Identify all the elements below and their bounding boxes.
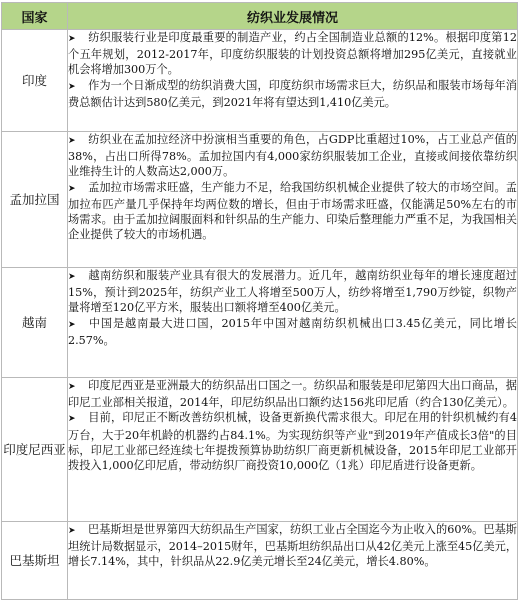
paragraph-text: 中国是越南最大进口国，2015年中国对越南纺织机械出口3.45亿美元，同比增长2.57%。 (68, 316, 517, 347)
paragraph-text: 作为一个日渐成型的纺织消费大国，印度纺织市场需求巨大，纺织品和服装市场每年消费总额估计达到580亿美元，到2021年将有望达到1,410亿美元。 (68, 78, 517, 109)
arrow-bullet-icon: ➤ (68, 526, 76, 536)
arrow-bullet-icon: ➤ (68, 183, 76, 194)
description-paragraph (68, 410, 517, 473)
arrow-bullet-icon: ➤ (68, 319, 76, 330)
paragraph-text: 孟加拉市场需求旺盛，生产能力不足，给我国纺织机械企业提供了较大的市场空间。孟加拉布匹产量几乎保持年均两位数的增长，但由于市场需求旺盛，仅能满足50%左右的市场需求。由于孟加拉阔服面料和针织品的生产能力、印染后整理能力严重不足，为我国相关企业提供了较大的市场机遇。 (68, 180, 517, 242)
paragraph-text: 越南纺织和服装产业具有很大的发展潜力。近几年，越南纺织业每年的增长速度超过15%，预计到2025年，纺织产业工人将增至500万人，纺纱将增至1,790万纱锭，织物产量将增至120亿平方米，服装出口额将增至400亿美元。 (68, 269, 517, 315)
arrow-bullet-icon: ➤ (68, 414, 76, 425)
description-paragraph (68, 522, 517, 570)
table-header-row (2, 3, 518, 30)
country-cell: 孟加拉国 (2, 132, 68, 268)
header-textile-development: 纺织业发展情况 (68, 3, 518, 30)
table-row (2, 132, 518, 268)
table-row (2, 30, 518, 132)
description-cell (68, 268, 518, 378)
paragraph-text: 巴基斯坦是世界第四大纺织品生产国家，纺织工业占全国迄今为止收入的60%。巴基斯坦统计局数据显示，2014–2015财年，巴基斯坦纺织品出口从42亿美元上涨至45亿美元，增长7.14%，其中，针织品从22.9亿美元增长至24亿美元，增长4.80%。 (68, 523, 518, 569)
description-paragraph (68, 132, 517, 180)
country-cell: 巴基斯坦 (2, 522, 68, 600)
textile-development-table (1, 2, 518, 600)
description-cell (68, 30, 518, 132)
paragraph-text: 纺织业在孟加拉经济中扮演相当重要的角色，占GDP比重超过10%，占工业总产值的38%，占出口所得78%。孟加拉国内有4,000家纺织服装加工企业，直接或间接依靠纺织业维持生计的人数高达2,000万。 (68, 133, 517, 179)
table-row (2, 268, 518, 378)
arrow-bullet-icon: ➤ (68, 34, 76, 44)
arrow-bullet-icon: ➤ (68, 382, 76, 392)
description-paragraph (68, 180, 517, 243)
description-paragraph (68, 30, 517, 78)
country-cell: 印度尼西亚 (2, 378, 68, 522)
description-paragraph (68, 78, 517, 110)
description-cell (68, 378, 518, 522)
table-row (2, 378, 518, 522)
country-cell: 越南 (2, 268, 68, 378)
paragraph-text: 纺织服装行业是印度最重要的制造产业，约占全国制造业总额的12%。根据印度第12个五年规划，2012-2017年，印度纺织服装的计划投资总额将增加295亿美元，直接就业机会将增加300万个。 (68, 31, 517, 77)
arrow-bullet-icon: ➤ (68, 136, 76, 146)
table-body (2, 30, 518, 600)
description-paragraph (68, 316, 517, 348)
paragraph-text: 目前，印尼正不断改善纺织机械，设备更新换代需求很大。印尼在用的针织机械约有4万台，大于20年机龄的机器约占84.1%。为实现纺织等产业"到2019年产值成长3倍"的目标，印尼工业部已经连续七年提拨预算协助纺织厂商更新机械设备，2015年印尼工业部开拨投入1,000亿印尼盾，带动纺织厂商投资10,000亿（1兆）印尼盾进行设备更新。 (68, 411, 517, 473)
header-country: 国家 (2, 3, 68, 30)
country-cell: 印度 (2, 30, 68, 132)
arrow-bullet-icon: ➤ (68, 272, 76, 282)
arrow-bullet-icon: ➤ (68, 81, 76, 92)
description-paragraph (68, 378, 517, 410)
description-cell (68, 132, 518, 268)
description-paragraph (68, 268, 517, 316)
paragraph-text: 印度尼西亚是亚洲最大的纺织品出口国之一。纺织品和服装是印尼第四大出口商品，据印尼工业部相关报道，2014年，印尼纺织品出口额约达156兆印尼盾（约合130亿美元）。 (68, 379, 517, 410)
